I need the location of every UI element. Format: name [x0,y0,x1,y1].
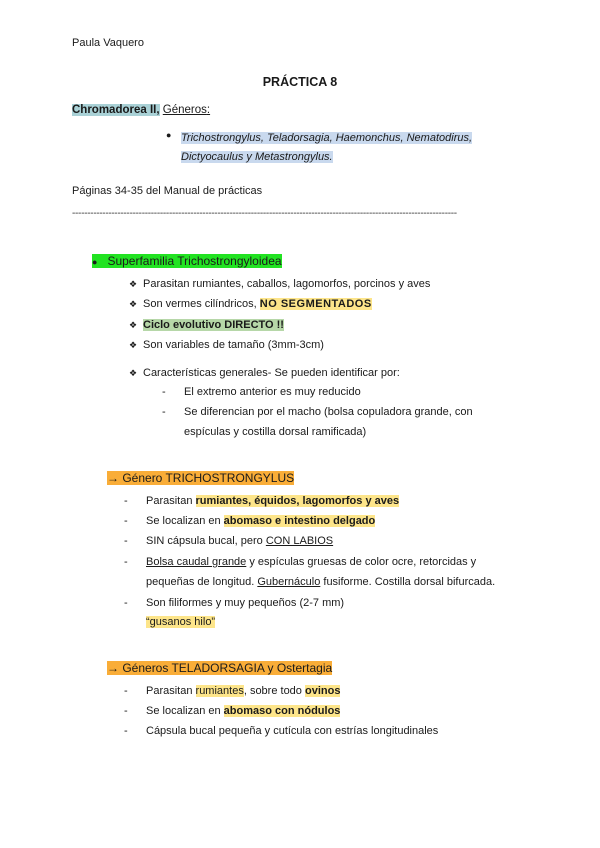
item-emphasis: ovinos [304,685,341,697]
genera-list [181,129,511,167]
genera-line-1: Trichostrongylus, Teladorsagia, Haemonchus, Nematodirus, [181,132,473,144]
dash-bullet-icon: - [124,725,128,737]
list-item [129,298,372,310]
list-item [124,597,344,609]
sub-item-cont: espículas y costilla dorsal ramificada) [184,426,367,438]
dash-bullet-icon: - [124,556,128,568]
section-heading-teladorsagia [107,661,332,675]
item-text: Se localizan en [146,705,224,717]
dash-bullet-icon: - [162,386,166,398]
item-text: SIN cápsula bucal, pero [146,535,266,547]
list-item-cont [146,576,495,588]
list-item [124,705,340,717]
dash-bullet-icon: - [162,406,166,418]
dash-bullet-icon: - [124,705,128,717]
heading-text: → Género TRICHOSTRONGYLUS [107,471,295,485]
item-text: fusiforme. Costilla dorsal bifurcada. [320,576,496,588]
item-text: y espículas gruesas de color ocre, retorcidas y [246,556,477,568]
item-text: pequeñas de longitud. [146,576,258,588]
item-text: Son vermes cilíndricos, [143,298,257,310]
item-underlined: Gubernáculo [257,576,321,588]
list-item [129,367,400,379]
sub-item [162,386,361,398]
item-underlined: Bolsa caudal grande [146,556,247,568]
pages-note: Páginas 34-35 del Manual de prácticas [72,185,263,197]
item-emphasis: abomaso con nódulos [223,705,341,717]
diamond-bullet-icon: ❖ [129,340,138,350]
dash-bullet-icon: - [124,597,128,609]
item-text: Ciclo evolutivo DIRECTO !! [143,319,284,331]
dash-bullet-icon: - [124,685,128,697]
bullet-dot-icon: ● [92,257,98,267]
diamond-bullet-icon: ❖ [129,320,138,330]
list-item [124,556,476,568]
item-text: Son filiformes y muy pequeños (2-7 mm) [146,597,345,609]
item-text: Características generales- Se pueden identificar por: [143,367,400,379]
diamond-bullet-icon: ❖ [129,279,138,289]
diamond-bullet-icon: ❖ [129,299,138,309]
item-emphasis: abomaso e intestino delgado [223,515,376,527]
sub-item [162,406,473,418]
item-text: Parasitan rumiantes, caballos, lagomorfos, porcinos y aves [143,278,431,290]
list-item [129,319,284,331]
author-name: Paula Vaquero [72,37,144,49]
list-item [124,535,333,547]
genera-line-2: Dictyocaulus y Metastrongylus. [181,151,333,163]
section-heading-trichostrongylus [107,471,294,485]
item-text: Parasitan [146,685,196,697]
page-title: PRÁCTICA 8 [262,75,338,89]
item-text: Se localizan en [146,515,224,527]
generos-label: Géneros [162,104,207,116]
colon: : [206,104,211,116]
item-emphasis: rumiantes, équidos, lagomorfos y aves [195,495,400,507]
dash-bullet-icon: - [124,515,128,527]
item-emphasis: NO SEGMENTADOS [259,298,372,310]
list-item [124,685,340,697]
item-text: Son variables de tamaño (3mm-3cm) [143,339,324,351]
dash-bullet-icon: - [124,495,128,507]
superfamily-heading [92,254,282,268]
item-emphasis: rumiantes [195,685,244,697]
list-item [124,725,438,737]
diamond-bullet-icon: ❖ [129,368,138,378]
list-item-note [146,616,215,628]
bullet-dot-icon: ● [166,130,172,140]
class-name: Chromadorea II, [72,104,160,116]
list-item [129,278,430,290]
item-text: El extremo anterior es muy reducido [184,386,361,398]
item-underlined: CON LABIOS [265,535,334,547]
dash-bullet-icon: - [124,535,128,547]
item-text: Cápsula bucal pequeña y cutícula con estrías longitudinales [146,725,439,737]
superfamily-label: Superfamilia Trichostrongyloidea [107,254,282,268]
item-text: Parasitan [146,495,196,507]
class-line [72,104,210,116]
list-item [124,495,399,507]
heading-text: → Géneros TELADORSAGIA y Ostertagia [107,661,333,675]
item-emphasis: “gusanos hilo” [146,616,216,628]
item-text: Se diferencian por el macho (bolsa copuladora grande, con [184,406,473,418]
item-text: , sobre todo [243,685,305,697]
separator-line: ------------------------------------------------------------------------------------------------------------------------------- [72,208,457,219]
list-item [124,515,375,527]
list-item [129,339,324,351]
